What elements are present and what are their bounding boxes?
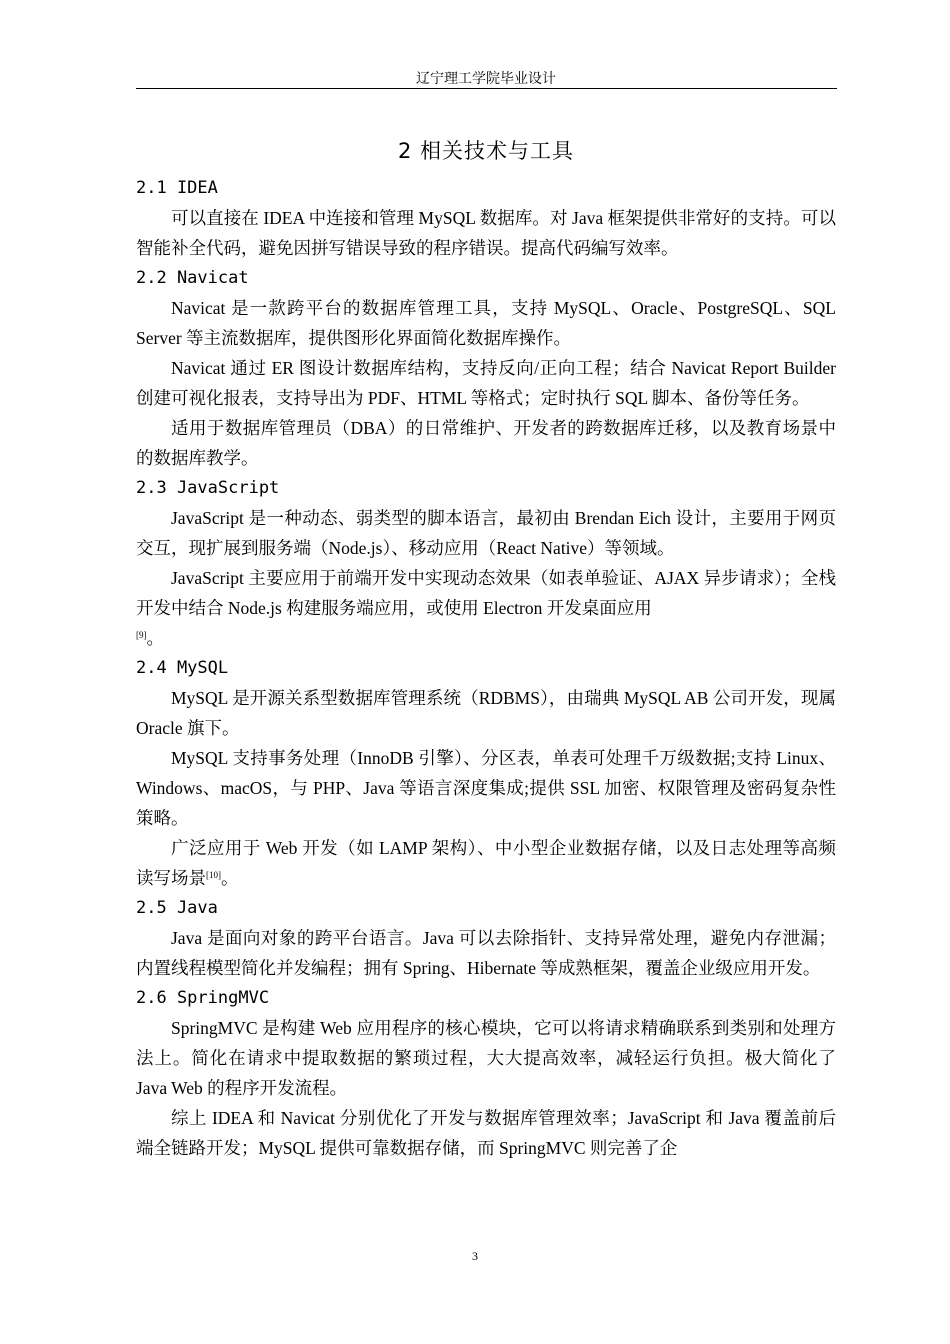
citation-ref: [10] (206, 870, 221, 880)
section-heading-springmvc: 2.6 SpringMVC (136, 988, 270, 1008)
header-divider (136, 88, 837, 89)
paragraph: 综上 IDEA 和 Navicat 分别优化了开发与数据库管理效率；JavaScript 和 Java 覆盖前后端全链路开发；MySQL 提供可靠数据存储，而 SpringMVC 则完善了企 (136, 1108, 836, 1158)
page-number: 3 (472, 1249, 478, 1263)
paragraph: JavaScript 是一种动态、弱类型的脚本语言，最初由 Brendan Eich 设计，主要用于网页交互，现扩展到服务端（Node.js）、移动应用（React Native）等领域。 (136, 508, 836, 558)
document-body (136, 131, 836, 1163)
paragraph: 广泛应用于 Web 开发（如 LAMP 架构）、中小型企业数据存储，以及日志处理等高频读写场景[10]。 (136, 838, 836, 888)
paragraph: JavaScript 主要应用于前端开发中实现动态效果（如表单验证、AJAX 异步请求）；全栈开发中结合 Node.js 构建服务端应用，或使用 Electron 开发桌面应用 [9]。 (136, 568, 836, 648)
paragraph: MySQL 是开源关系型数据库管理系统（RDBMS），由瑞典 MySQL AB 公司开发，现属 Oracle 旗下。 (136, 688, 836, 738)
paragraph: MySQL 支持事务处理（InnoDB 引擎）、分区表，单表可处理千万级数据;支持 Linux、Windows、macOS，与 PHP、Java 等语言深度集成;提供 SSL 加密、权限管理及密码复杂性策略。 (136, 748, 836, 828)
paragraph: Java 是面向对象的跨平台语言。Java 可以去除指针、支持异常处理，避免内存泄漏；内置线程模型简化并发编程；拥有 Spring、Hibernate 等成熟框架，覆盖企业级应用开发。 (136, 928, 836, 978)
chapter-title: 2 相关技术与工具 (397, 139, 575, 163)
paragraph: Navicat 是一款跨平台的数据库管理工具，支持 MySQL、Oracle、PostgreSQL、SQL Server 等主流数据库，提供图形化界面简化数据库操作。 (136, 298, 836, 348)
paragraph: 适用于数据库管理员（DBA）的日常维护、开发者的跨数据库迁移，以及教育场景中的数据库教学。 (136, 418, 836, 468)
section-heading-java: 2.5 Java (136, 898, 218, 918)
citation-ref: [9] (136, 630, 147, 640)
section-heading-navicat: 2.2 Navicat (136, 268, 249, 288)
paragraph: 可以直接在 IDEA 中连接和管理 MySQL 数据库。对 Java 框架提供非常好的支持。可以智能补全代码，避免因拼写错误导致的程序错误。提高代码编写效率。 (136, 208, 836, 258)
page-header: 辽宁理工学院毕业设计 (416, 72, 556, 87)
section-heading-javascript: 2.3 JavaScript (136, 478, 280, 498)
section-heading-idea: 2.1 IDEA (136, 178, 218, 198)
paragraph: Navicat 通过 ER 图设计数据库结构，支持反向/正向工程；结合 Navicat Report Builder 创建可视化报表，支持导出为 PDF、HTML 等格式；定时执行 SQL 脚本、备份等任务。 (136, 358, 836, 408)
section-heading-mysql: 2.4 MySQL (136, 658, 229, 678)
paragraph: SpringMVC 是构建 Web 应用程序的核心模块，它可以将请求精确联系到类别和处理方法上。简化在请求中提取数据的繁琐过程，大大提高效率，减轻运行负担。极大简化了 Java Web 的程序开发流程。 (136, 1018, 836, 1098)
